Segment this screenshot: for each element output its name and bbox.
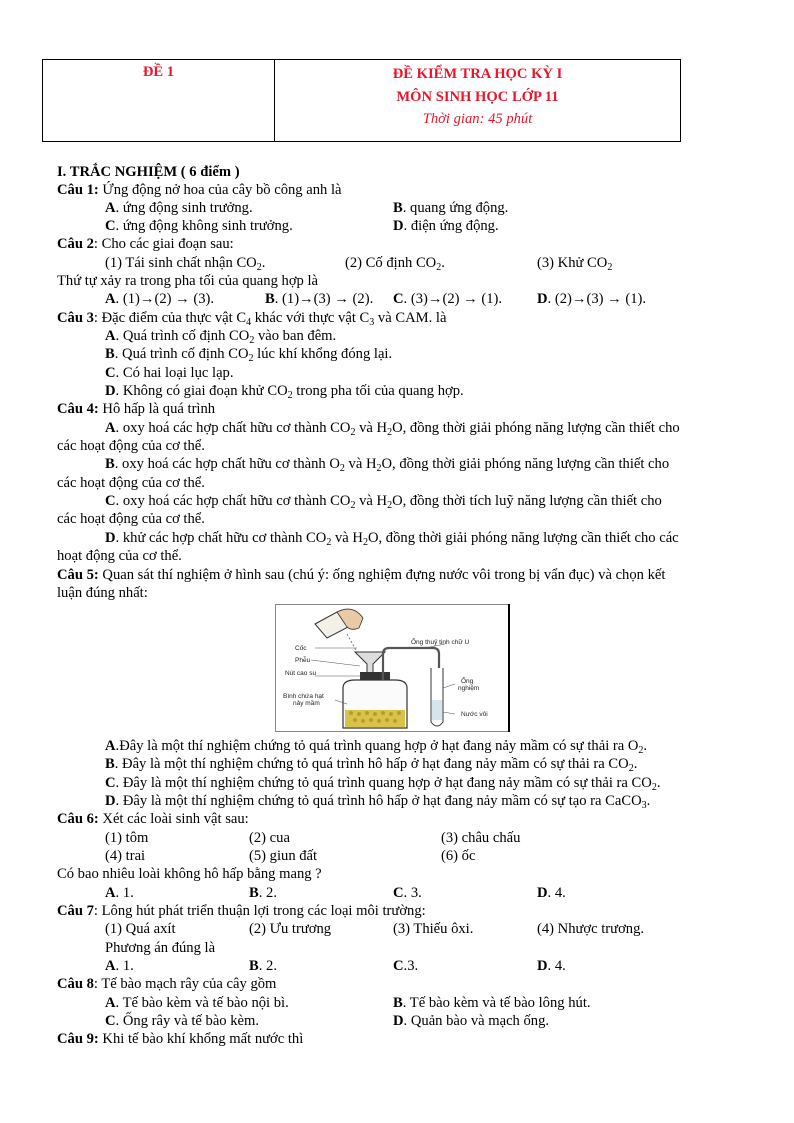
q7-option-a: A. 1. bbox=[105, 958, 134, 974]
q8-option-b: B. Tế bào kèm và tế bào lông hút. bbox=[393, 995, 591, 1011]
question-6: Câu 6: Xét các loài sinh vật sau: bbox=[57, 811, 249, 827]
question-7: Câu 7: Lông hút phát triển thuận lợi trong các loại môi trường: bbox=[57, 903, 426, 919]
q6-item-4: (4) trai bbox=[105, 848, 146, 864]
q4-option-d-cont: hoạt động của cơ thể. bbox=[57, 548, 182, 564]
q5-option-a: A.Đây là một thí nghiệm chứng tỏ quá trình quang hợp ở hạt đang nảy mầm có sự thải ra $O_2$. bbox=[105, 738, 648, 756]
q5-option-d: D. Đây là một thí nghiệm chứng tỏ quá trình hô hấp ở hạt đang nảy mầm có sự tạo ra CaCO$_3$. bbox=[105, 793, 651, 811]
q4-option-c-cont: các hoạt động của cơ thể. bbox=[57, 511, 205, 527]
q7-item-4: (4) Nhược trương. bbox=[537, 921, 645, 937]
question-4: Câu 4: Hô hấp là quá trình bbox=[57, 401, 216, 417]
q7-item-1: (1) Quá axít bbox=[105, 921, 176, 937]
exam-title: ĐỀ KIỂM TRA HỌC KỲ I bbox=[392, 66, 563, 82]
q8-option-c: C. Ống rây và tế bào kèm. bbox=[105, 1013, 260, 1029]
q3-option-b: B. Quá trình cố định $CO_2$ lúc khí khổng đóng lại. bbox=[105, 346, 393, 364]
q2-option-c: C. (3)→(2) → (1). bbox=[393, 291, 503, 307]
exam-subject: MÔN SINH HỌC LỚP 11 bbox=[396, 88, 559, 105]
q4-option-a: A. oxy hoá các hợp chất hữu cơ thành $CO_2$ và $H_2O$, đồng thời giải phóng năng lượng cần thiết cho bbox=[105, 420, 680, 438]
q2-option-a: A. (1)→(2) → (3). bbox=[105, 291, 215, 307]
exam-time: Thời gian: 45 phút bbox=[422, 111, 533, 127]
fig-label-stopper: Nút cao su bbox=[285, 670, 317, 677]
q6-stem: Có bao nhiêu loài không hô hấp bằng mang ? bbox=[57, 866, 322, 882]
fig-label-jar-2: nảy mầm bbox=[293, 700, 320, 707]
q3-option-c: C. Có hai loại lục lạp. bbox=[105, 365, 234, 381]
q3-option-d: D. Không có giai đoạn khử $CO_2$ trong pha tối của quang hợp. bbox=[105, 383, 464, 401]
q6-item-2: (2) cua bbox=[249, 830, 290, 846]
question-2: Câu 2: Cho các giai đoạn sau: bbox=[57, 236, 234, 252]
q8-option-d: D. Quản bào và mạch ống. bbox=[393, 1013, 550, 1029]
question-5-cont: luận đúng nhất: bbox=[57, 585, 148, 601]
q7-option-d: D. 4. bbox=[537, 958, 566, 974]
q2-option-d: D. (2)→(3) → (1). bbox=[537, 291, 647, 307]
q2-stage-1: (1) Tái sinh chất nhận $CO_2$. bbox=[105, 255, 266, 273]
experiment-figure bbox=[275, 604, 510, 732]
exam-title-block bbox=[275, 60, 680, 141]
fig-label-cup: Cốc bbox=[295, 645, 307, 652]
q1-option-d: D. điện ứng động. bbox=[393, 218, 499, 234]
exam-code: ĐỀ 1 bbox=[43, 60, 275, 141]
q2-option-b: B. (1)→(3) → (2). bbox=[265, 291, 374, 307]
q4-option-a-cont: các hoạt động của cơ thể. bbox=[57, 438, 205, 454]
q6-option-b: B. 2. bbox=[249, 885, 277, 901]
q6-item-1: (1) tôm bbox=[105, 830, 149, 846]
q5-option-c: C. Đây là một thí nghiệm chứng tỏ quá trình quang hợp ở hạt đang nảy mầm có sự thải ra $CO_2$. bbox=[105, 775, 661, 793]
q4-option-d: D. khử các hợp chất hữu cơ thành $CO_2$ và $H_2O$, đồng thời giải phóng năng lượng cần thiết cho các bbox=[105, 530, 679, 548]
fig-label-u-tube: Ống thuỷ tinh chữ U bbox=[411, 639, 470, 646]
exam-header bbox=[42, 59, 681, 142]
question-8: Câu 8: Tế bào mạch rây của cây gồm bbox=[57, 976, 277, 992]
question-9: Câu 9: Khi tế bào khí khổng mất nước thì bbox=[57, 1031, 304, 1047]
q6-item-5: (5) giun đất bbox=[249, 848, 318, 864]
q7-item-2: (2) Ưu trương bbox=[249, 921, 332, 937]
fig-label-funnel: Phễu bbox=[295, 657, 311, 664]
q6-option-a: A. 1. bbox=[105, 885, 134, 901]
q2-stage-3: (3) Khử $CO_2$ bbox=[537, 255, 613, 273]
question-3: Câu 3: Đặc điểm của thực vật $C_4$ khác với thực vật $C_3$ và CAM. là bbox=[57, 310, 447, 328]
q7-item-3: (3) Thiếu ôxi. bbox=[393, 921, 474, 937]
q6-option-d: D. 4. bbox=[537, 885, 566, 901]
q5-option-b: B. Đây là một thí nghiệm chứng tỏ quá trình hô hấp ở hạt đang nảy mầm có sự thải ra $CO_2$. bbox=[105, 756, 638, 774]
q1-option-b: B. quang ứng động. bbox=[393, 200, 509, 216]
q4-option-b-cont: các hoạt động của cơ thể. bbox=[57, 475, 205, 491]
question-5: Câu 5: Quan sát thí nghiệm ở hình sau (chú ý: ống nghiệm đựng nước vôi trong bị vẩn đục) và chọn kết bbox=[57, 567, 666, 583]
q3-option-a: A. Quá trình cố định $CO_2$ vào ban đêm. bbox=[105, 328, 337, 346]
q6-option-c: C. 3. bbox=[393, 885, 422, 901]
q7-option-b: B. 2. bbox=[249, 958, 277, 974]
q4-option-c: C. oxy hoá các hợp chất hữu cơ thành $CO_2$ và $H_2O$, đồng thời tích luỹ năng lượng cần thiết cho bbox=[105, 493, 662, 511]
fig-label-tube-2: nghiệm bbox=[458, 685, 480, 692]
q2-stage-2: (2) Cố định $CO_2$. bbox=[345, 255, 445, 273]
fig-label-jar: Bình chứa hạt bbox=[283, 693, 324, 700]
q1-option-a: A. ứng động sinh trưởng. bbox=[105, 200, 253, 216]
q7-option-c: C.3. bbox=[393, 958, 419, 974]
q2-stem: Thứ tự xảy ra trong pha tối của quang hợp là bbox=[57, 273, 319, 289]
question-1: Câu 1: Ứng động nở hoa của cây bồ công anh là bbox=[57, 182, 342, 198]
q6-item-3: (3) châu chấu bbox=[441, 830, 521, 846]
q6-item-6: (6) ốc bbox=[441, 848, 476, 864]
fig-label-tube: Ống bbox=[461, 678, 474, 685]
q1-option-c: C. ứng động không sinh trưởng. bbox=[105, 218, 293, 234]
fig-label-limewater: Nước vôi bbox=[461, 711, 488, 718]
q8-option-a: A. Tế bào kèm và tế bào nội bì. bbox=[105, 995, 289, 1011]
q7-stem: Phương án đúng là bbox=[105, 940, 216, 956]
q4-option-b: B. oxy hoá các hợp chất hữu cơ thành $O_2$ và $H_2O$, đồng thời giải phóng năng lượng cần thiết cho bbox=[105, 456, 670, 474]
section-title: I. TRẮC NGHIỆM ( 6 điểm ) bbox=[57, 164, 240, 180]
